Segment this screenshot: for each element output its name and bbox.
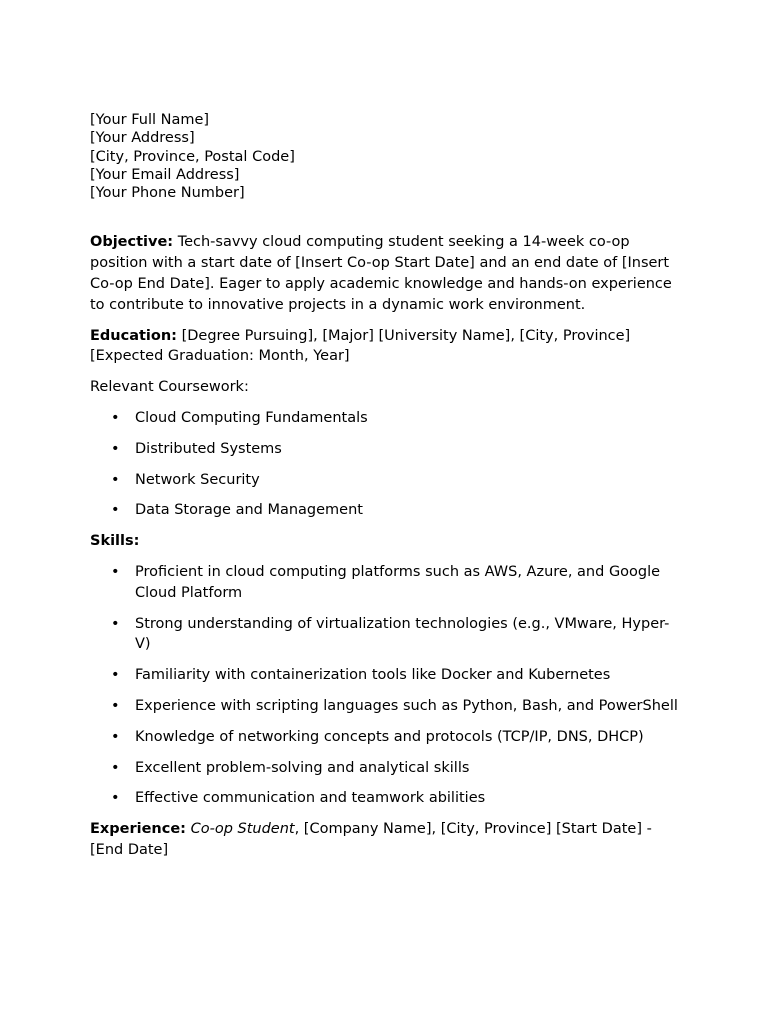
contact-phone: [Your Phone Number] xyxy=(90,185,245,202)
contact-block xyxy=(90,111,680,202)
bullet-icon: • xyxy=(111,759,120,776)
list-item xyxy=(90,727,680,748)
objective-text: Tech-savvy cloud computing student seeking a 14-week co-op position with a start date of [Insert Co-op Start Date] and an end date of [Insert Co-op End Date]. Eager to apply academic knowledge and hands-on experience to contribute to innovative projects in a dynamic work environment. xyxy=(90,234,672,313)
list-item xyxy=(90,788,680,809)
skills-heading xyxy=(90,531,680,552)
contact-city: [City, Province, Postal Code] xyxy=(90,148,295,165)
list-item xyxy=(90,562,680,604)
coursework-item: Network Security xyxy=(135,471,260,488)
list-item xyxy=(90,470,680,491)
coursework-heading: Relevant Coursework: xyxy=(90,379,249,396)
skill-item: Experience with scripting languages such as Python, Bash, and PowerShell xyxy=(135,698,678,715)
experience-label: Experience: xyxy=(90,821,186,838)
contact-email: [Your Email Address] xyxy=(90,166,240,183)
bullet-icon: • xyxy=(111,698,120,715)
bullet-icon: • xyxy=(111,667,120,684)
contact-address: [Your Address] xyxy=(90,130,195,147)
list-item xyxy=(90,758,680,779)
skill-item: Familiarity with containerization tools like Docker and Kubernetes xyxy=(135,667,611,684)
bullet-icon: • xyxy=(111,728,120,745)
contact-name: [Your Full Name] xyxy=(90,112,210,128)
education-label: Education: xyxy=(90,327,177,344)
experience-role: Co-op Student xyxy=(190,821,295,838)
experience-section xyxy=(90,819,680,861)
bullet-icon: • xyxy=(111,410,120,427)
skill-item: Effective communication and teamwork abilities xyxy=(135,790,486,807)
bullet-icon: • xyxy=(111,564,120,581)
list-item xyxy=(90,614,680,656)
education-section xyxy=(90,326,680,368)
skills-label: Skills: xyxy=(90,533,140,550)
education-line-2: [Expected Graduation: Month, Year] xyxy=(90,348,350,365)
objective-section xyxy=(90,232,680,315)
skill-item: Excellent problem-solving and analytical skills xyxy=(135,759,470,776)
skill-item: Knowledge of networking concepts and protocols (TCP/IP, DNS, DHCP) xyxy=(135,728,644,745)
list-item xyxy=(90,665,680,686)
coursework-item: Cloud Computing Fundamentals xyxy=(135,410,368,427)
list-item xyxy=(90,696,680,717)
coursework-item: Data Storage and Management xyxy=(135,502,363,519)
bullet-icon: • xyxy=(111,790,120,807)
bullet-icon: • xyxy=(111,502,120,519)
resume-content xyxy=(90,111,680,871)
bullet-icon: • xyxy=(111,471,120,488)
bullet-icon: • xyxy=(111,440,120,457)
skill-item: Strong understanding of virtualization technologies (e.g., VMware, Hyper-V) xyxy=(135,615,670,653)
coursework-item: Distributed Systems xyxy=(135,440,282,457)
list-item xyxy=(90,500,680,521)
bullet-icon: • xyxy=(111,615,120,632)
coursework-list xyxy=(90,408,680,521)
experience-details: , [Company Name], [City, Province] [Start Date] - [End Date] xyxy=(90,821,652,859)
list-item xyxy=(90,408,680,429)
skill-item: Proficient in cloud computing platforms such as AWS, Azure, and Google Cloud Platform xyxy=(135,564,661,601)
skills-list xyxy=(90,562,680,809)
list-item xyxy=(90,439,680,460)
education-line-1: [Degree Pursuing], [Major] [University Name], [City, Province] xyxy=(181,327,631,344)
objective-label: Objective: xyxy=(90,234,174,251)
